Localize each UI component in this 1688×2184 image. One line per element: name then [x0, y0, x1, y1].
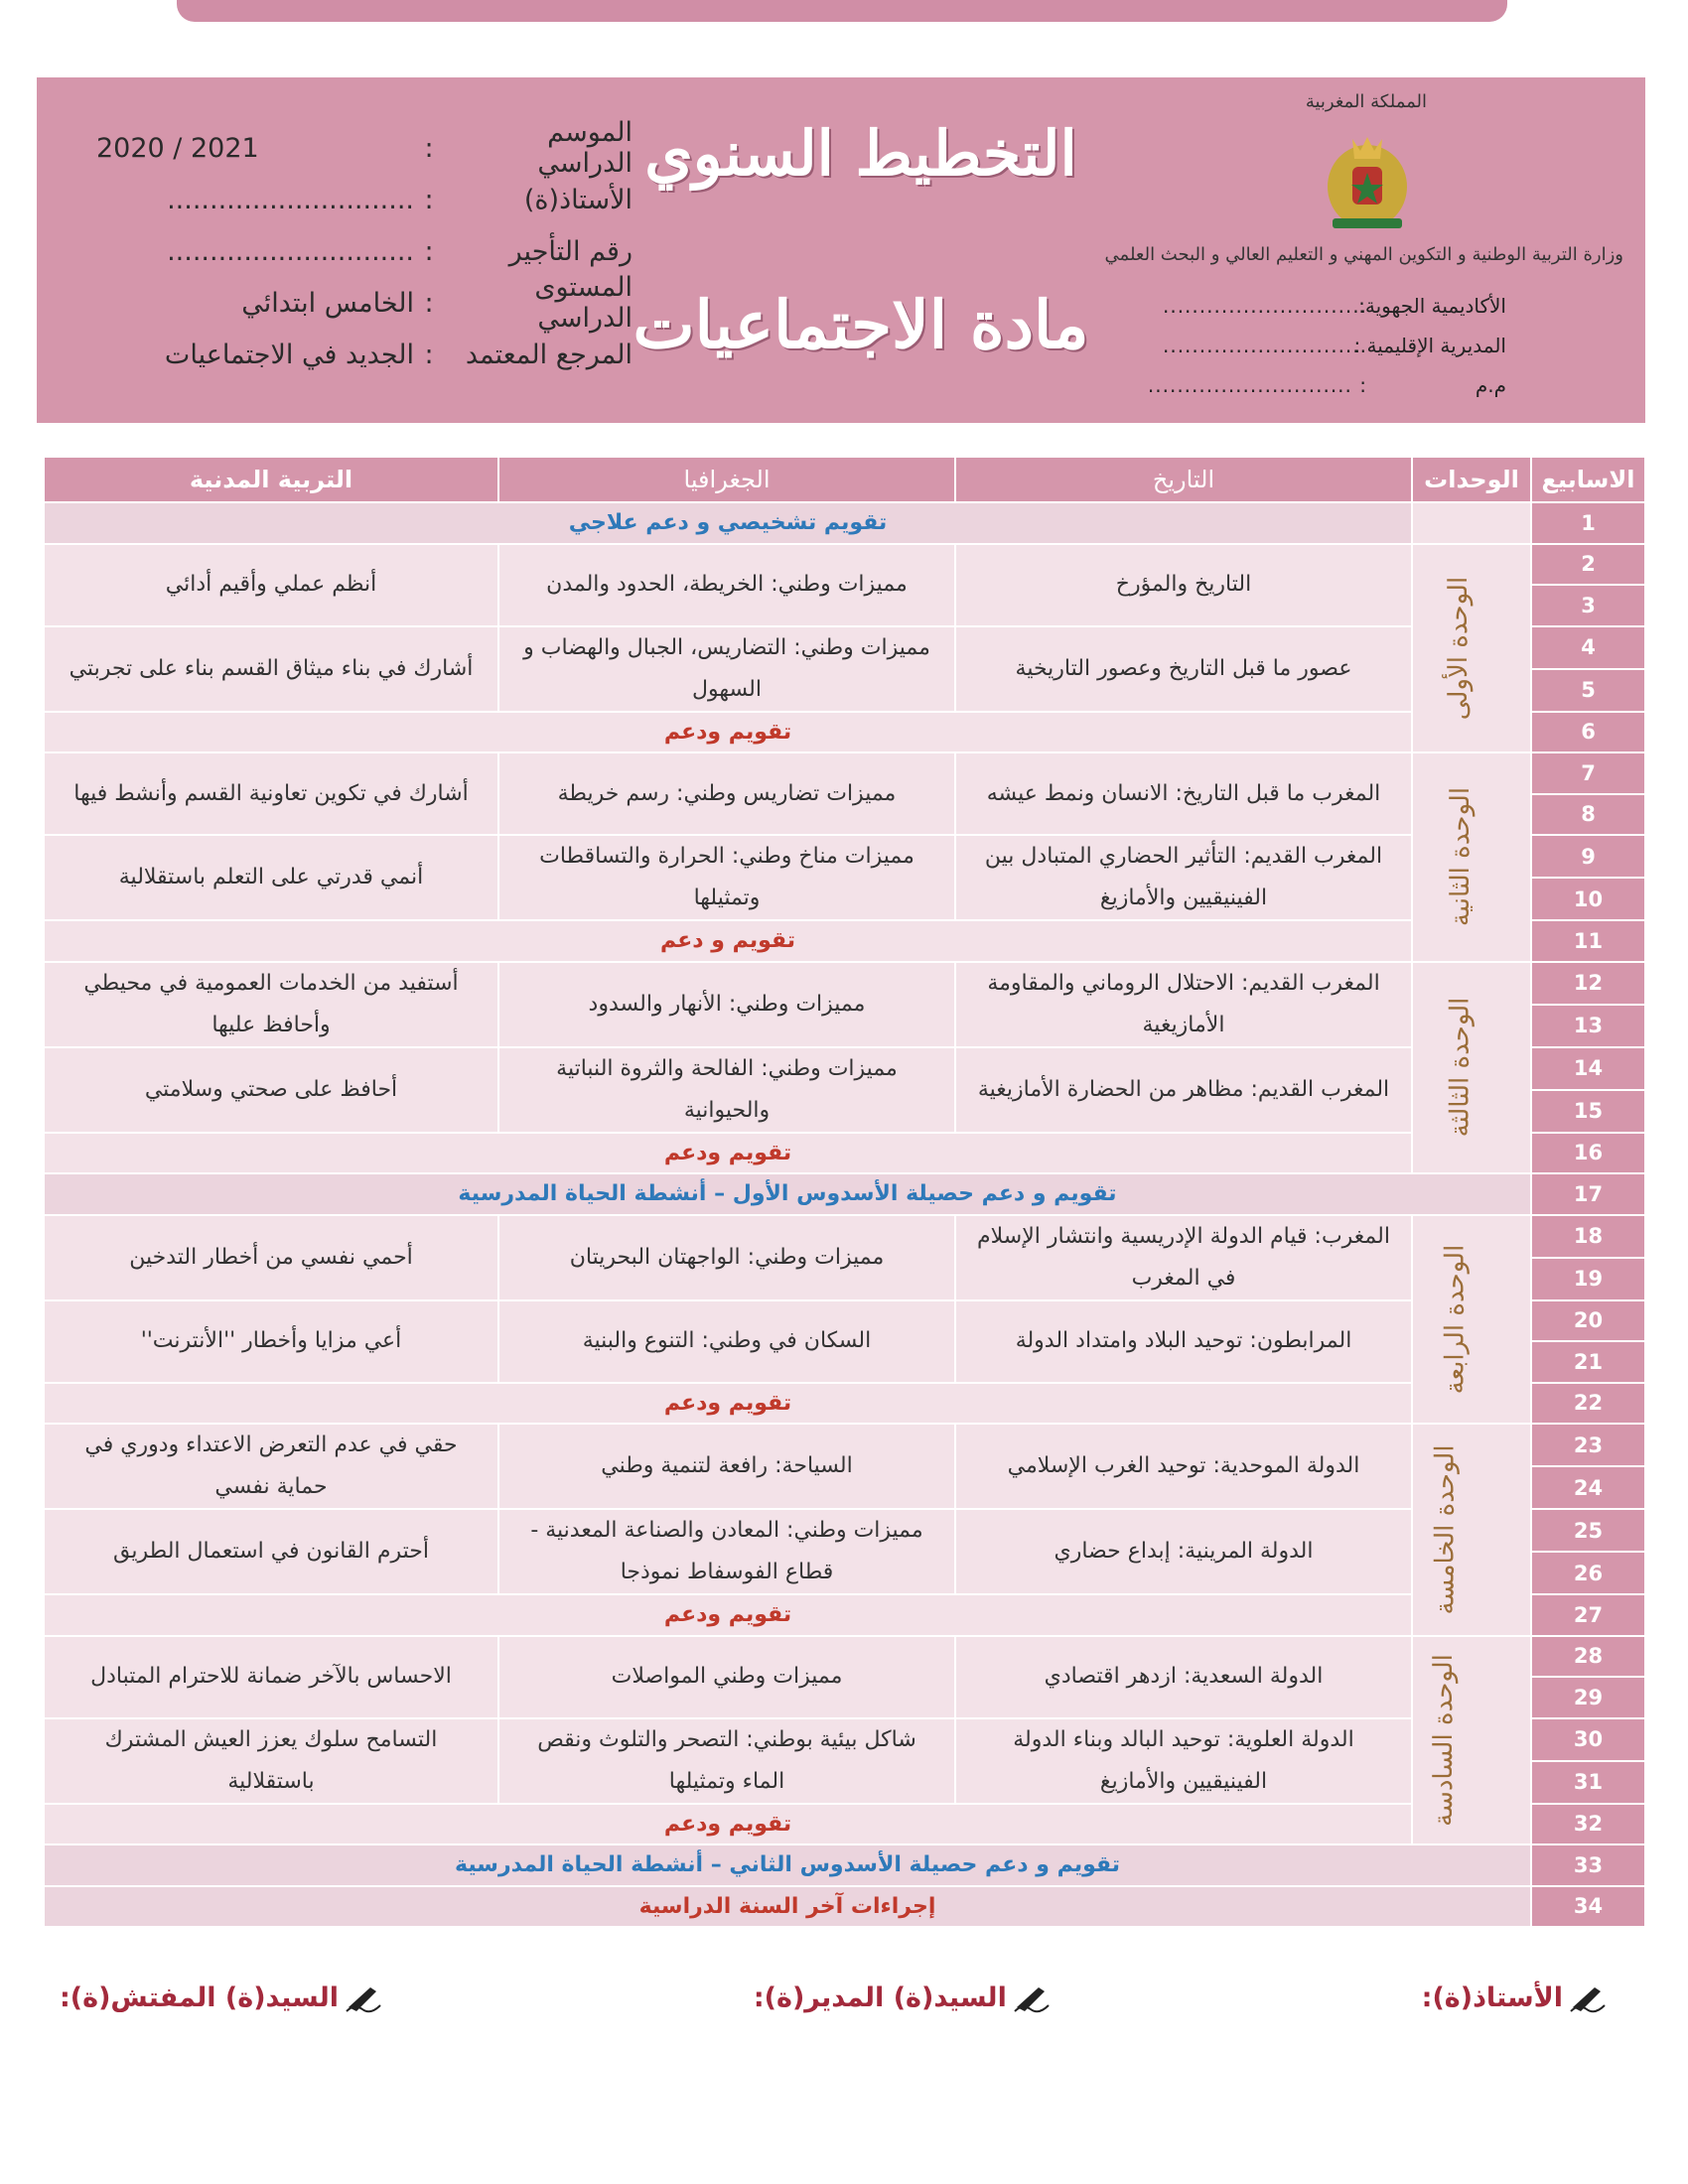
school-row: م.م: ............................ [1147, 373, 1506, 397]
unit-cell-empty [1412, 502, 1531, 544]
week-number: 21 [1531, 1341, 1645, 1383]
table-header-row [44, 457, 1645, 502]
geography-cell: مميزات تضاريس وطني: رسم خريطة [498, 752, 955, 835]
history-cell: الدولة السعدية: ازدهر اقتصادي [955, 1636, 1412, 1718]
header-civic: التربية المدنية [44, 457, 498, 502]
unit-2: الوحدة الثانية [1412, 752, 1531, 962]
week-number: 25 [1531, 1509, 1645, 1552]
royal-emblem-icon [1313, 127, 1422, 236]
header-weeks: الاسابيع [1531, 457, 1645, 502]
kingdom-label: المملكة المغربية [1305, 91, 1427, 112]
table-row [44, 1173, 1645, 1215]
teacher-signature: الأستاذ(ة): [1422, 1981, 1609, 2013]
unit-5: الوحدة الخامسة [1412, 1424, 1531, 1636]
ministry-label: وزارة التربية الوطنية و التكوين المهني و التعليم العالي و البحث العلمي [1104, 244, 1623, 265]
evaluation-row: تقويم ودعم [44, 712, 1412, 753]
table-row [44, 712, 1645, 753]
pen-icon [1569, 1981, 1609, 2013]
info-row-teacher: الأستاذ(ة) : ............................. [167, 184, 633, 215]
table-row [44, 1804, 1645, 1845]
semester1-evaluation-row: تقويم و دعم حصيلة الأسدوس الأول – أنشطة الحياة المدرسية [44, 1173, 1531, 1215]
table-row [44, 962, 1645, 1005]
week-number: 14 [1531, 1047, 1645, 1090]
civic-cell: أستفيد من الخدمات العمومية في محيطي وأحافظ عليها [44, 962, 498, 1047]
civic-cell: أنمي قدرتي على التعلم باستقلالية [44, 835, 498, 920]
week-number: 26 [1531, 1552, 1645, 1594]
week-number: 15 [1531, 1090, 1645, 1133]
week-number: 1 [1531, 502, 1645, 544]
history-cell: الدولة المرينية: إبداع حضاري [955, 1509, 1412, 1594]
week-number: 24 [1531, 1466, 1645, 1509]
week-number: 13 [1531, 1005, 1645, 1047]
page-title: التخطيط السنوي [644, 117, 1077, 190]
unit-6: الوحدة السادسة [1412, 1636, 1531, 1845]
week-number: 10 [1531, 878, 1645, 920]
history-cell: التاريخ والمؤرخ [955, 544, 1412, 626]
history-cell: المغرب: قيام الدولة الإدريسية وانتشار الإسلام في المغرب [955, 1215, 1412, 1300]
table-row [44, 1594, 1645, 1636]
geography-cell: مميزات وطني: التضاريس، الجبال والهضاب و السهول [498, 626, 955, 712]
geography-cell: السكان في وطني: التنوع والبنية [498, 1300, 955, 1383]
pen-icon [1013, 1981, 1053, 2013]
evaluation-row: تقويم و دعم [44, 920, 1412, 962]
table-row [44, 1424, 1645, 1466]
annual-plan-table [43, 456, 1646, 1928]
civic-cell: أنظم عملي وأقيم أدائي [44, 544, 498, 626]
week-number: 3 [1531, 585, 1645, 626]
week-number: 30 [1531, 1718, 1645, 1761]
header-units: الوحدات [1412, 457, 1531, 502]
week-number: 7 [1531, 752, 1645, 794]
history-cell: المغرب القديم: الاحتلال الروماني والمقاومة الأمازيغية [955, 962, 1412, 1047]
evaluation-row: تقويم ودعم [44, 1133, 1412, 1174]
top-decorative-band [177, 0, 1507, 22]
header-info-left [96, 117, 633, 380]
week-number: 31 [1531, 1761, 1645, 1804]
week-number: 27 [1531, 1594, 1645, 1636]
week-number: 20 [1531, 1300, 1645, 1342]
diagnostic-row: تقويم تشخيصي و دعم علاجي [44, 502, 1412, 544]
director-signature: السيد(ة) المدير(ة): [754, 1981, 1053, 2013]
unit-3: الوحدة الثالثة [1412, 962, 1531, 1174]
civic-cell: أحترم القانون في استعمال الطريق [44, 1509, 498, 1594]
semester2-evaluation-row: تقويم و دعم حصيلة الأسدوس الثاني – أنشطة الحياة المدرسية [44, 1844, 1531, 1886]
table-row [44, 1844, 1645, 1886]
info-row-payroll: رقم التأجير : ............................. [167, 235, 633, 267]
week-number: 22 [1531, 1383, 1645, 1425]
evaluation-row: تقويم ودعم [44, 1594, 1412, 1636]
civic-cell: أشارك في تكوين تعاونية القسم وأنشط فيها [44, 752, 498, 835]
table-row [44, 1886, 1645, 1928]
week-number: 8 [1531, 794, 1645, 836]
history-cell: المرابطون: توحيد البلاد وامتداد الدولة [955, 1300, 1412, 1383]
info-row-season: الموسم الدراسي : 2020 / 2021 [96, 117, 633, 179]
civic-cell: أحمي نفسي من أخطار التدخين [44, 1215, 498, 1300]
geography-cell: مميزات وطني: الأنهار والسدود [498, 962, 955, 1047]
week-number: 19 [1531, 1258, 1645, 1300]
academy-row: الأكاديمية الجهوية:............................ [1162, 294, 1506, 318]
week-number: 4 [1531, 626, 1645, 669]
table-row [44, 1133, 1645, 1174]
history-cell: عصور ما قبل التاريخ وعصور التاريخية [955, 626, 1412, 712]
week-number: 11 [1531, 920, 1645, 962]
info-row-level: المستوى الدراسي : الخامس ابتدائي [241, 272, 633, 334]
geography-cell: شاكل بيئية بوطني: التصحر والتلوث ونقص الماء وتمثيلها [498, 1718, 955, 1804]
civic-cell: أحافظ على صحتي وسلامتي [44, 1047, 498, 1133]
geography-cell: مميزات مناخ وطني: الحرارة والتساقطات وتمثيلها [498, 835, 955, 920]
week-number: 12 [1531, 962, 1645, 1005]
evaluation-row: تقويم ودعم [44, 1804, 1412, 1845]
week-number: 34 [1531, 1886, 1645, 1928]
signature-area [60, 1981, 1609, 2013]
history-cell: الدولة العلوية: توحيد البالد وبناء الدولة الفينيقيين والأمازيغ [955, 1718, 1412, 1804]
history-cell: المغرب القديم: التأثير الحضاري المتبادل بين الفينيقيين والأمازيغ [955, 835, 1412, 920]
evaluation-row: تقويم ودعم [44, 1383, 1412, 1425]
table-row [44, 1636, 1645, 1678]
civic-cell: أشارك في بناء ميثاق القسم بناء على تجربتي [44, 626, 498, 712]
directorate-row: المديرية الإقليمية :............................ [1162, 334, 1506, 357]
document-header [37, 77, 1645, 423]
history-cell: المغرب القديم: مظاهر من الحضارة الأمازيغية [955, 1047, 1412, 1133]
week-number: 17 [1531, 1173, 1645, 1215]
geography-cell: مميزات وطني: الواجهتان البحريتان [498, 1215, 955, 1300]
geography-cell: مميزات وطني: الخريطة، الحدود والمدن [498, 544, 955, 626]
week-number: 29 [1531, 1677, 1645, 1718]
civic-cell: أعي مزايا وأخطار ''الأنترنت'' [44, 1300, 498, 1383]
geography-cell: مميزات وطني: الفالحة والثروة النباتية والحيوانية [498, 1047, 955, 1133]
unit-4: الوحدة الرابعة [1412, 1215, 1531, 1425]
geography-cell: مميزات وطني المواصلات [498, 1636, 955, 1718]
end-of-year-row: إجراءات آخر السنة الدراسية [44, 1886, 1531, 1928]
table-row [44, 1215, 1645, 1258]
week-number: 28 [1531, 1636, 1645, 1678]
table-row [44, 502, 1645, 544]
table-row [44, 920, 1645, 962]
civic-cell: التسامح سلوك يعزز العيش المشترك باستقلالية [44, 1718, 498, 1804]
subject-title: مادة الاجتماعيات [633, 286, 1089, 363]
week-number: 6 [1531, 712, 1645, 753]
week-number: 16 [1531, 1133, 1645, 1174]
geography-cell: مميزات وطني: المعادن والصناعة المعدنية - قطاع الفوسفاط نموذجا [498, 1509, 955, 1594]
header-history: التاريخ [955, 457, 1412, 502]
civic-cell: حقي في عدم التعرض الاعتداء ودوري في حماية نفسي [44, 1424, 498, 1509]
week-number: 9 [1531, 835, 1645, 878]
civic-cell: الاحساس بالآخر ضمانة للاحترام المتبادل [44, 1636, 498, 1718]
week-number: 5 [1531, 669, 1645, 712]
inspector-signature: السيد(ة) المفتش(ة): [60, 1981, 384, 2013]
history-cell: الدولة الموحدية: توحيد الغرب الإسلامي [955, 1424, 1412, 1509]
table-row [44, 752, 1645, 794]
week-number: 23 [1531, 1424, 1645, 1466]
geography-cell: السياحة: رافعة لتنمية وطني [498, 1424, 955, 1509]
history-cell: المغرب ما قبل التاريخ: الانسان ونمط عيشه [955, 752, 1412, 835]
week-number: 2 [1531, 544, 1645, 586]
week-number: 18 [1531, 1215, 1645, 1258]
pen-icon [345, 1981, 384, 2013]
unit-1: الوحدة الأولى [1412, 544, 1531, 753]
table-row [44, 1383, 1645, 1425]
info-row-reference: المرجع المعتمد : الجديد في الاجتماعيات [164, 339, 633, 370]
table-row [44, 544, 1645, 586]
week-number: 33 [1531, 1844, 1645, 1886]
week-number: 32 [1531, 1804, 1645, 1845]
header-geography: الجغرافيا [498, 457, 955, 502]
